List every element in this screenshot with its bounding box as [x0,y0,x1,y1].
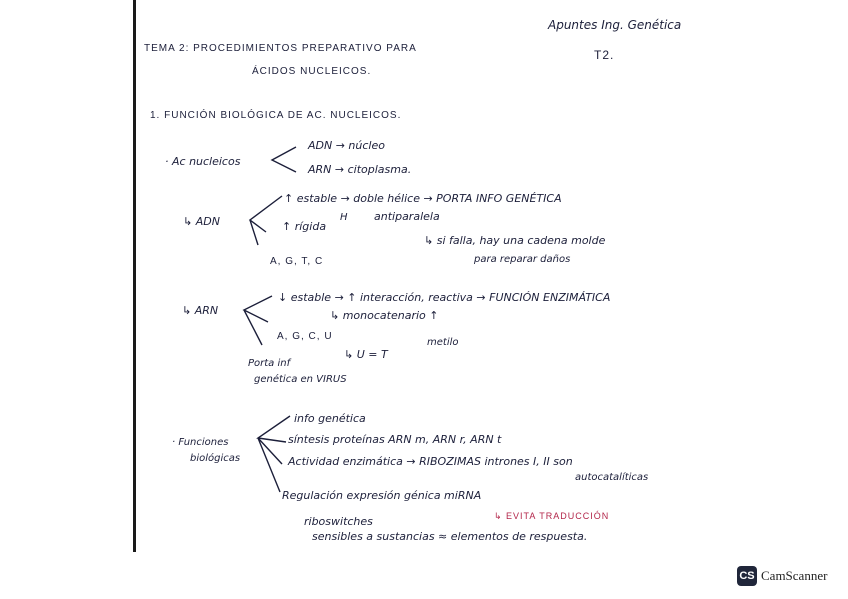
adn-rigida: ↑ rígida [282,220,327,233]
adn-para-reparar: para reparar daños [474,254,571,265]
adn-si-falla: ↳ si falla, hay una cadena molde [424,234,606,247]
ac-nucleicos-label: · Ac nucleicos [165,155,241,168]
adn-estable: ↑ estable → doble hélice → PORTA INFO GENÉTICA [284,192,562,205]
adn-label: ↳ ADN [183,215,220,228]
arn-u-t: ↳ U = T [344,348,388,361]
arn-genetica-virus: genética en VIRUS [254,374,347,385]
notes-title: Apuntes Ing. Genética [548,18,682,32]
camscanner-watermark [737,566,827,586]
func-info: info genética [294,412,366,425]
arn-label: ↳ ARN [182,304,219,317]
adn-bases: A, G, T, C [270,256,324,267]
arn-metilo: metilo [427,337,459,348]
arn-citoplasma: ARN → citoplasma. [308,163,412,176]
tema-title-line2: ÁCIDOS NUCLEICOS. [252,66,372,77]
func-actividad: Actividad enzimática → RIBOZIMAS intrones I, II son [288,455,573,468]
camscanner-logo: CS [737,566,757,586]
camscanner-text: CamScanner [761,568,828,583]
arn-monocatenario: ↳ monocatenario ↑ [330,309,439,322]
func-riboswitches: riboswitches [304,515,373,528]
h-bond-mark: H [340,212,348,223]
func-sensibles: sensibles a sustancias ≈ elementos de respuesta. [312,530,588,543]
section-heading: 1. FUNCIÓN BIOLÓGICA DE AC. NUCLEICOS. [150,110,402,121]
func-evita-traduccion: ↳ EVITA TRADUCCIÓN [494,511,610,521]
funciones-label-2: biológicas [190,453,241,464]
topic-number: T2. [594,48,615,62]
arn-bases: A, G, C, U [277,331,333,342]
func-autocataliticas: autocatalíticas [575,472,649,483]
adn-antiparalela: antiparalela [374,210,440,223]
notebook-page [133,0,716,552]
arn-porta-inf: Porta inf [248,358,291,369]
func-sintesis: síntesis proteínas ARN m, ARN r, ARN t [288,433,502,446]
func-regulacion: Regulación expresión génica miRNA [282,489,482,502]
tema-title-line1: TEMA 2: PROCEDIMIENTOS PREPARATIVO PARA [144,43,417,54]
funciones-label-1: · Funciones [172,437,229,448]
adn-nucleo: ADN → núcleo [308,139,385,152]
arn-estable: ↓ estable → ↑ interacción, reactiva → FUNCIÓN ENZIMÁTICA [278,291,611,304]
